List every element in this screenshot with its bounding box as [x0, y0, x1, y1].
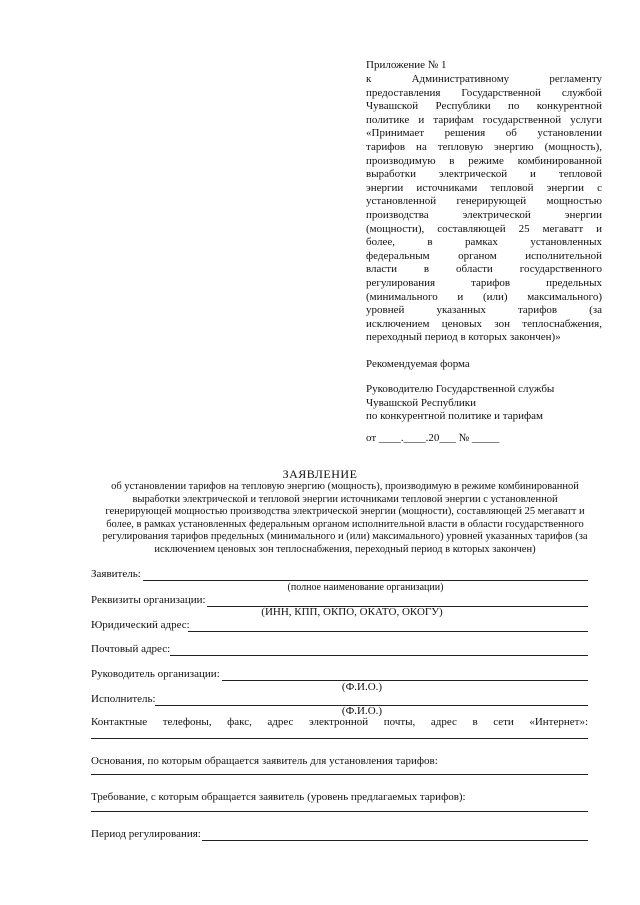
postal-address-label: Почтовый адрес:: [91, 643, 171, 655]
head-field[interactable]: [222, 680, 588, 681]
subtitle-line: генерирующей мощностью производства электрической энергии (мощности), составляющей 25 мегаватт и: [105, 506, 585, 518]
subtitle-line: выработки электрической и тепловой энергии источниками тепловой энергии с установленной: [132, 493, 558, 505]
executor-hint: (Ф.И.О.): [341, 705, 383, 717]
document-title: ЗАЯВЛЕНИЕ: [282, 467, 358, 481]
addressee-line: Чувашской Республики: [366, 396, 477, 409]
document-subtitle: [80, 481, 610, 557]
addressee-line: по конкурентной политике и тарифам: [366, 410, 543, 423]
regulation-line: установленной генерирующей мощностью: [366, 195, 602, 208]
regulation-line: Чувашской Республики по конкурентной: [366, 100, 602, 113]
regulation-line: «Принимает решения об установлении: [366, 127, 602, 140]
regulation-line: (минимального и (или) максимального): [366, 290, 602, 303]
regulation-line: к Административному регламенту: [366, 73, 602, 85]
head-label: Руководитель организации:: [91, 668, 220, 680]
regulation-line: исключением ценовых зон теплоснабжения,: [366, 317, 602, 330]
subtitle-line: исключением ценовых зон теплоснабжения, переходный период в которых закончен): [154, 543, 536, 555]
recommended-form-label: Рекомендуемая форма: [366, 358, 470, 370]
regulation-line: производимую в режиме комбинированной: [366, 154, 602, 167]
executor-label: Исполнитель:: [91, 693, 156, 705]
requisites-hint: (ИНН, КПП, ОКПО, ОКАТО, ОКОГУ): [261, 606, 443, 618]
legal-address-label: Юридический адрес:: [91, 619, 190, 631]
regulation-reference: [366, 73, 602, 345]
period-label: Период регулирования:: [91, 828, 201, 840]
head-hint: (Ф.И.О.): [341, 681, 383, 693]
regulation-line: политике и тарифам государственной услуги: [366, 113, 602, 126]
regulation-line: производства электрической энергии: [366, 208, 602, 221]
subtitle-line: об установлении тарифов на тепловую энергию (мощность), производимую в режиме комбинированной: [111, 481, 579, 492]
regulation-line: предоставления Государственной службой: [366, 86, 602, 99]
regulation-line: уровней указанных тарифов (за: [366, 304, 602, 317]
applicant-label: Заявитель:: [91, 568, 141, 580]
requirement-label: Требование, с которым обращается заявитель (уровень предлагаемых тарифов):: [91, 791, 466, 803]
date-number-line[interactable]: от ____.____.20___ № _____: [366, 432, 500, 444]
grounds-field[interactable]: [91, 774, 588, 775]
requisites-label: Реквизиты организации:: [91, 594, 206, 606]
requirement-field[interactable]: [91, 811, 588, 812]
addressee-line: Руководителю Государственной службы: [366, 383, 555, 395]
regulation-line: (мощности), составляющей 25 мегаватт и: [366, 222, 602, 235]
postal-address-field[interactable]: [170, 655, 588, 656]
regulation-line: тарифов на тепловую энергию (мощность),: [366, 140, 602, 153]
regulation-line: регулирования тарифов предельных: [366, 276, 602, 289]
legal-address-field[interactable]: [188, 631, 588, 632]
regulation-line: энергии источниками тепловой энергии с: [366, 181, 602, 194]
subtitle-line: более, в рамках установленных федеральным органом исполнительной власти в области государственного: [106, 518, 584, 530]
regulation-line: власти в области государственного: [366, 263, 602, 276]
applicant-hint: (полное наименование организации): [287, 582, 444, 593]
subtitle-line: регулирования тарифов предельных (минимального и (или) максимального) уровней указанных тарифов (за: [102, 531, 588, 543]
period-field[interactable]: [202, 840, 588, 841]
appendix-title: Приложение № 1: [366, 59, 447, 71]
regulation-line: выработки электрической и тепловой: [366, 168, 602, 181]
regulation-line: переходный период в которых закончен)»: [366, 331, 561, 344]
contacts-label: Контактные телефоны, факс, адрес электронной почты, адрес в сети «Интернет»:: [91, 716, 588, 728]
regulation-line: федеральным органом исполнительной: [366, 249, 602, 262]
regulation-line: более, в рамках установленных: [366, 236, 602, 249]
grounds-label: Основания, по которым обращается заявитель для установления тарифов:: [91, 755, 438, 767]
addressee: [366, 383, 554, 424]
contacts-field[interactable]: [91, 738, 588, 739]
